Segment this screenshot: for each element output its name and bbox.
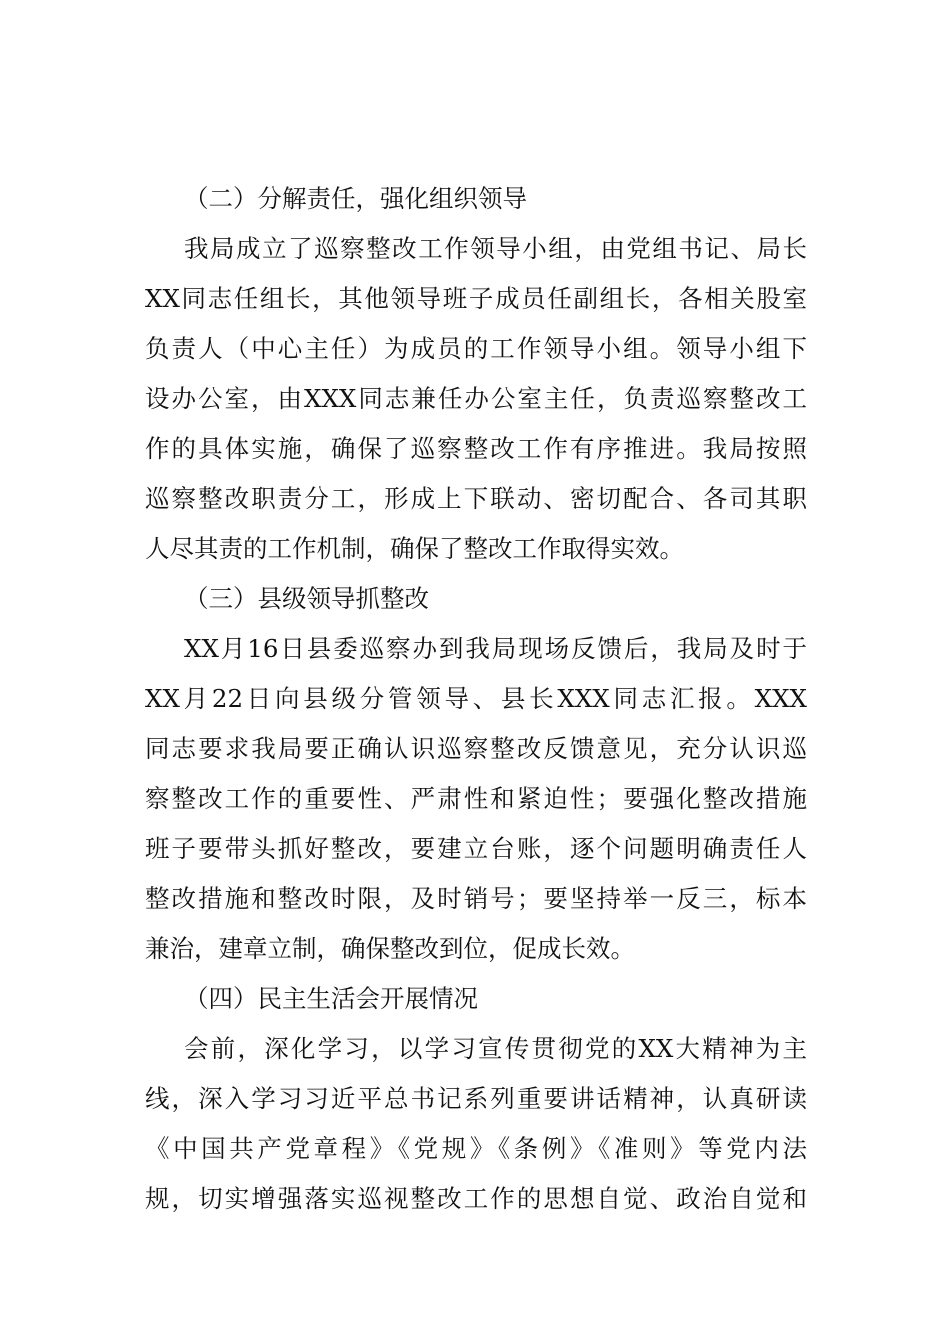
paragraph-line: 同志要求我局要正确认识巡察整改反馈意见，充分认识巡 [145, 734, 807, 763]
paragraph-line: 班子要带头抓好整改，要建立台账，逐个问题明确责任人 [145, 834, 807, 863]
section-heading: （四）民主生活会开展情况 [184, 984, 478, 1013]
paragraph-line: XX同志任组长，其他领导班子成员任副组长，各相关股室 [145, 284, 807, 313]
paragraph-line: 《中国共产党章程》《党规》《条例》《准则》等党内法 [145, 1134, 807, 1163]
paragraph-line: 作的具体实施，确保了巡察整改工作有序推进。我局按照 [145, 434, 807, 463]
paragraph-line: XX月22日向县级分管领导、县长XXX同志汇报。XXX [145, 684, 807, 713]
paragraph-line: 会前，深化学习，以学习宣传贯彻党的XX大精神为主 [184, 1034, 807, 1063]
section-heading: （三）县级领导抓整改 [184, 584, 429, 613]
paragraph-line: 线，深入学习习近平总书记系列重要讲话精神，认真研读 [145, 1084, 807, 1113]
paragraph-line: 我局成立了巡察整改工作领导小组，由党组书记、局长 [184, 234, 807, 263]
paragraph-line: 整改措施和整改时限，及时销号；要坚持举一反三，标本 [145, 884, 807, 913]
paragraph-line: 兼治，建章立制，确保整改到位，促成长效。 [145, 934, 635, 963]
paragraph-line: XX月16日县委巡察办到我局现场反馈后，我局及时于 [184, 634, 807, 663]
paragraph-line: 负责人（中心主任）为成员的工作领导小组。领导小组下 [145, 334, 807, 363]
paragraph-line: 察整改工作的重要性、严肃性和紧迫性；要强化整改措施 [145, 784, 807, 813]
paragraph-line: 巡察整改职责分工，形成上下联动、密切配合、各司其职 [145, 484, 807, 513]
paragraph-line: 设办公室，由XXX同志兼任办公室主任，负责巡察整改工 [145, 384, 807, 413]
paragraph-line: 规，切实增强落实巡视整改工作的思想自觉、政治自觉和 [145, 1184, 807, 1213]
paragraph-line: 人尽其责的工作机制，确保了整改工作取得实效。 [145, 534, 684, 563]
section-heading: （二）分解责任，强化组织领导 [184, 184, 527, 213]
